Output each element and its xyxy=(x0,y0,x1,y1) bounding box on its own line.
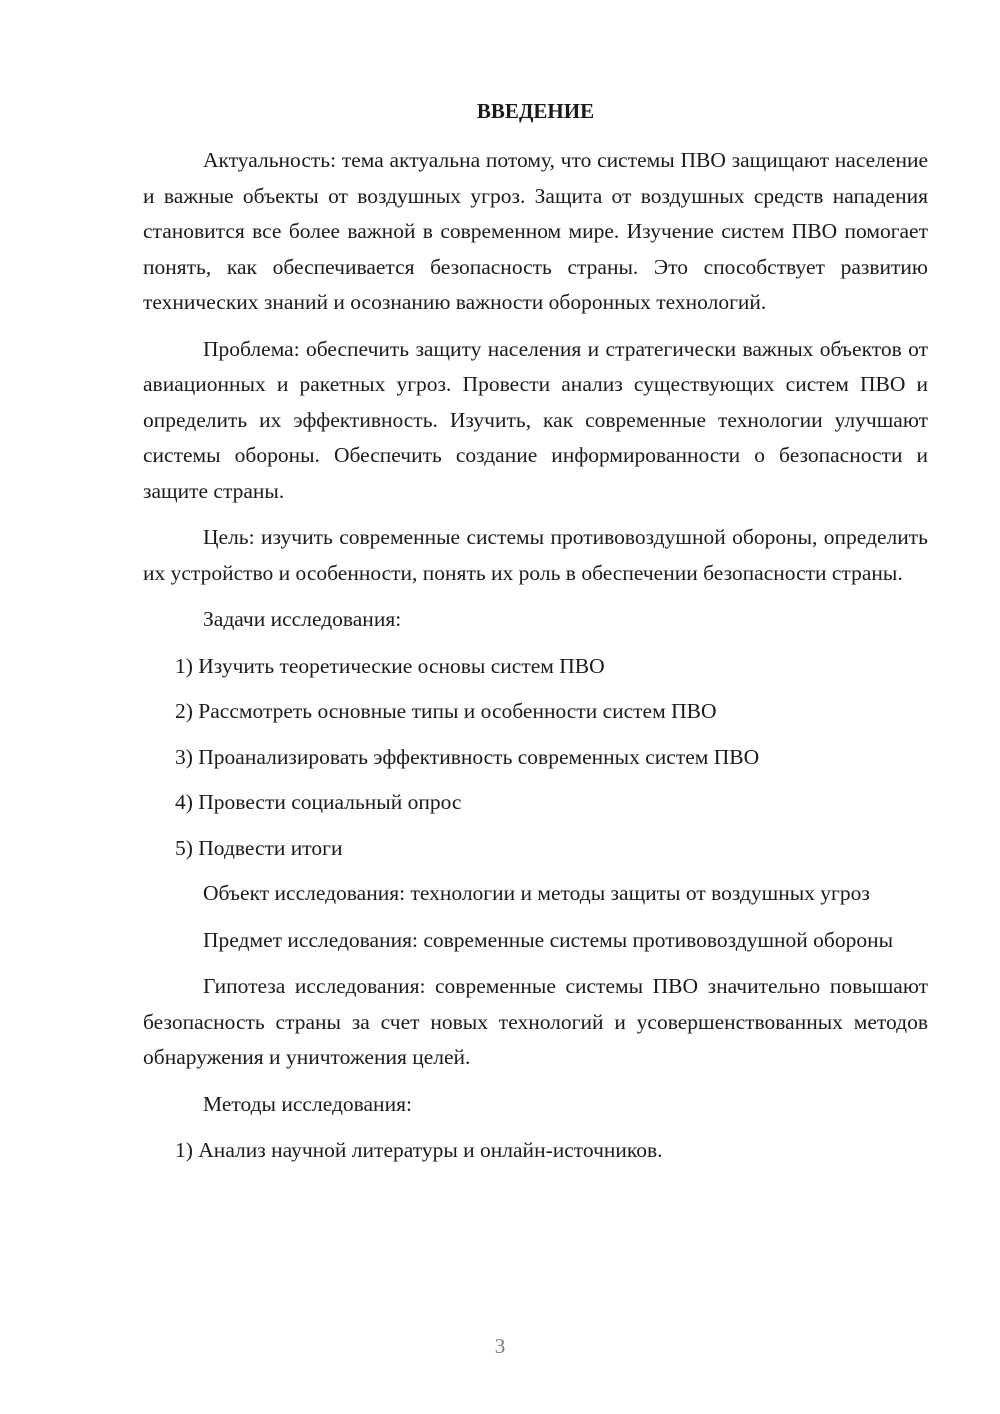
task-item: 3) Проанализировать эффективность современных систем ПВО xyxy=(175,744,760,769)
page-number: 3 xyxy=(494,1334,506,1358)
task-item: 4) Провести социальный опрос xyxy=(175,790,462,814)
task-item: 5) Подвести итоги xyxy=(175,835,343,860)
task-item: 2) Рассмотреть основные типы и особенности систем ПВО xyxy=(175,699,717,723)
methods-title: Методы исследования: xyxy=(203,1091,412,1116)
paragraph-hypothesis: Гипотеза исследования: современные системы ПВО значительно повышают безопасность страны за счет новых технологий и усовершенствованных методов обнаружения и уничтожения целей. xyxy=(143,974,928,1069)
section-heading: ВВЕДЕНИЕ xyxy=(476,99,595,123)
paragraph-subject: Предмет исследования: современные системы противовоздушной обороны xyxy=(203,927,894,952)
paragraph-problem: Проблема: обеспечить защиту населения и стратегически важных объектов от авиационных и ракетных угроз. Провести анализ существующих систем ПВО и определить их эффективность. Изучить, как современные технологии улучшают системы обороны. Обеспечить создание информированности о безопасности и защите страны. xyxy=(143,336,928,503)
document-body xyxy=(143,143,928,1179)
task-item: 1) Изучить теоретические основы систем ПВО xyxy=(175,653,605,678)
method-item: 1) Анализ научной литературы и онлайн-источников. xyxy=(175,1138,663,1162)
paragraph-object: Объект исследования: технологии и методы защиты от воздушных угроз xyxy=(203,881,870,905)
tasks-title: Задачи исследования: xyxy=(203,607,402,631)
paragraph-goal: Цель: изучить современные системы противовоздушной обороны, определить их устройство и особенности, понять их роль в обеспечении безопасности страны. xyxy=(143,525,928,585)
paragraph-relevance: Актуальность: тема актуальна потому, что системы ПВО защищают население и важные объекты от воздушных угроз. Защита от воздушных средств нападения становится все более важной в современном мире. Изучение систем ПВО помогает понять, как обеспечивается безопасность страны. Это способствует развитию технических знаний и осознанию важности оборонных технологий. xyxy=(143,148,928,314)
